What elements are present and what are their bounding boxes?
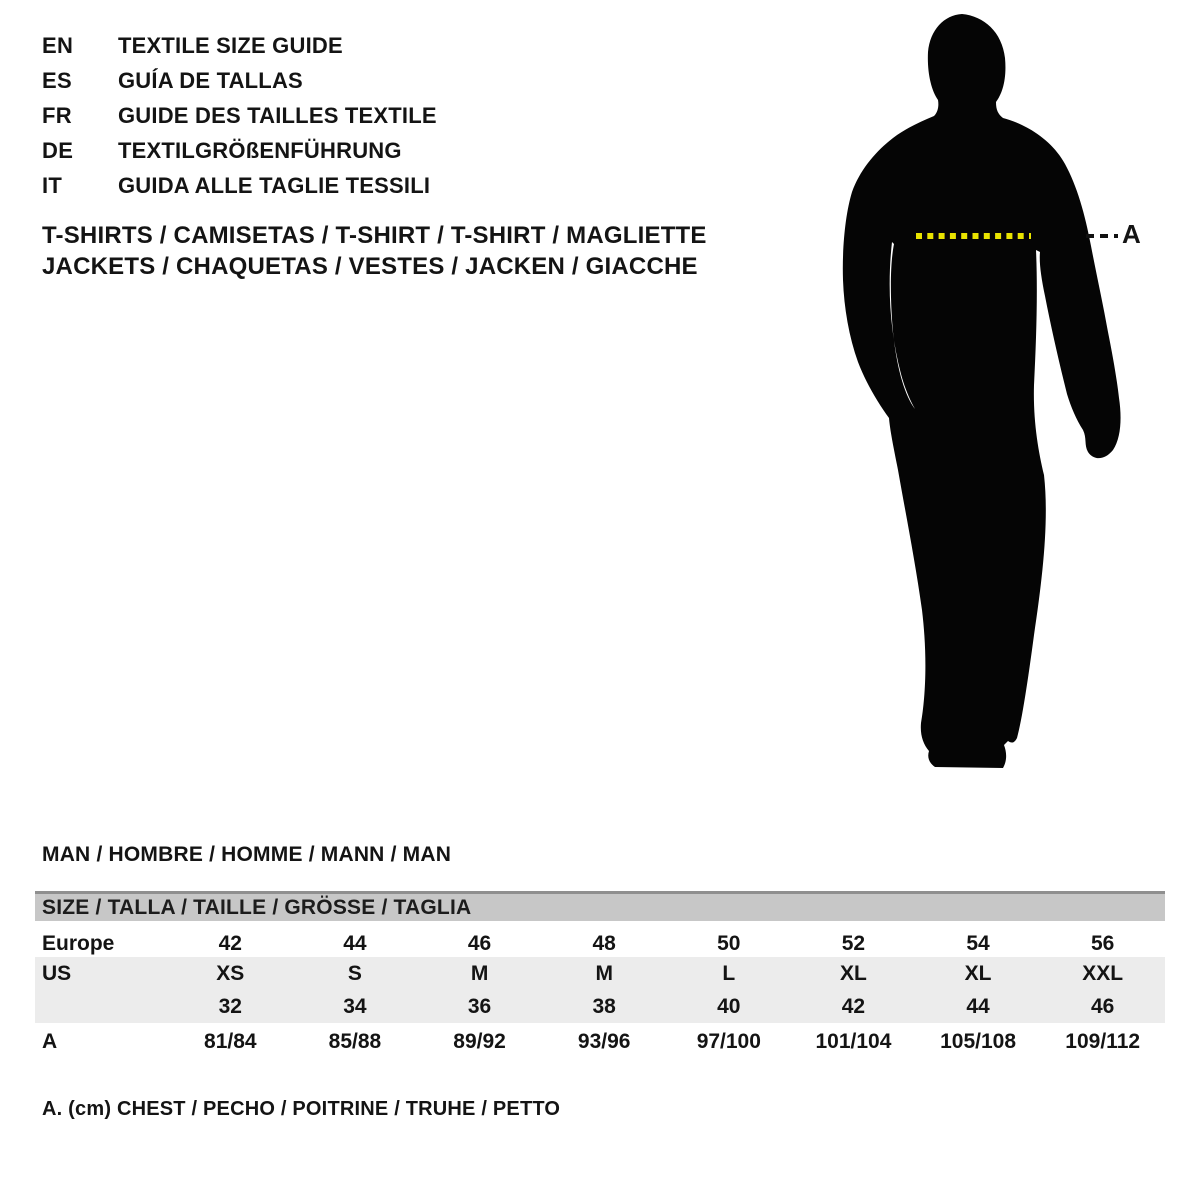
table-cell: XXL bbox=[1082, 961, 1124, 985]
category-line-jackets: JACKETS / CHAQUETAS / VESTES / JACKEN / GIACCHE bbox=[42, 253, 698, 280]
table-cell: 56 bbox=[1091, 931, 1115, 955]
table-cell: 32 bbox=[218, 994, 242, 1018]
table-cell: 109/112 bbox=[1065, 1030, 1141, 1053]
table-cell: 50 bbox=[717, 931, 741, 955]
row-label: Europe bbox=[42, 931, 115, 955]
section-heading-man: MAN / HOMBRE / HOMME / MANN / MAN bbox=[42, 843, 452, 866]
table-cell: 97/100 bbox=[696, 1030, 761, 1053]
table-cell: 93/96 bbox=[577, 1030, 631, 1053]
table-row-chest-a bbox=[35, 1023, 1165, 1061]
lang-row-it bbox=[42, 168, 437, 203]
lang-label: TEXTILGRÖßENFÜHRUNG bbox=[118, 137, 402, 163]
table-cell: 85/88 bbox=[328, 1030, 382, 1053]
table-cell: 46 bbox=[1091, 994, 1115, 1018]
row-label: US bbox=[42, 961, 72, 985]
lang-code: ES bbox=[42, 67, 72, 93]
lang-label: TEXTILE SIZE GUIDE bbox=[118, 32, 343, 58]
measurement-footnote: A. (cm) CHEST / PECHO / POITRINE / TRUHE / PETTO bbox=[42, 1098, 561, 1120]
lang-row-en bbox=[42, 28, 437, 63]
category-line-tshirts: T-SHIRTS / CAMISETAS / T-SHIRT / T-SHIRT / MAGLIETTE bbox=[42, 222, 707, 249]
table-cell: S bbox=[347, 961, 362, 985]
table-cell: 42 bbox=[841, 994, 866, 1018]
table-cell: 38 bbox=[592, 994, 616, 1018]
lang-code: FR bbox=[42, 102, 72, 128]
man-figure bbox=[820, 0, 1150, 800]
table-cell: XS bbox=[216, 961, 245, 985]
size-table-header: SIZE / TALLA / TAILLE / GRÖSSE / TAGLIA bbox=[35, 891, 1165, 921]
lang-label: GUIDE DES TAILLES TEXTILE bbox=[118, 102, 437, 128]
table-cell: 44 bbox=[343, 931, 367, 955]
table-cell: 44 bbox=[966, 994, 990, 1018]
man-silhouette-body bbox=[843, 14, 1121, 768]
language-list bbox=[42, 28, 437, 203]
table-row-europe bbox=[35, 930, 1165, 957]
table-cell: 81/84 bbox=[204, 1030, 257, 1053]
table-cell: M bbox=[470, 961, 489, 985]
lang-label: GUIDA ALLE TAGLIE TESSILI bbox=[118, 172, 431, 198]
table-cell: 48 bbox=[592, 931, 616, 955]
table-cell: 34 bbox=[343, 994, 367, 1018]
table-cell: 105/108 bbox=[940, 1030, 1017, 1053]
table-cell: 54 bbox=[966, 931, 990, 955]
lang-label: GUÍA DE TALLAS bbox=[118, 67, 303, 93]
table-cell: 46 bbox=[467, 931, 492, 955]
man-silhouette-graphic bbox=[820, 0, 1150, 800]
table-cell: 101/104 bbox=[815, 1030, 892, 1053]
size-table-rows bbox=[35, 930, 1165, 1061]
table-cell: L bbox=[722, 961, 736, 985]
table-cell: 36 bbox=[467, 994, 492, 1018]
lang-code: IT bbox=[42, 172, 63, 198]
table-row-numeric bbox=[35, 990, 1165, 1023]
table-cell: 40 bbox=[717, 994, 741, 1018]
lang-row-fr bbox=[42, 98, 437, 133]
table-cell: 89/92 bbox=[453, 1030, 506, 1053]
table-row-us bbox=[35, 957, 1165, 990]
row-label: A bbox=[42, 1030, 58, 1053]
table-cell: 42 bbox=[218, 931, 242, 955]
measure-label-a: A bbox=[1122, 219, 1141, 249]
lang-row-de bbox=[42, 133, 437, 168]
lang-row-es bbox=[42, 63, 437, 98]
category-lines bbox=[42, 220, 707, 282]
lang-code: EN bbox=[42, 32, 74, 58]
table-cell: M bbox=[595, 961, 613, 985]
lang-code: DE bbox=[42, 137, 74, 163]
table-cell: 52 bbox=[841, 931, 866, 955]
size-table bbox=[35, 891, 1165, 1061]
table-cell: XL bbox=[964, 961, 992, 985]
table-cell: XL bbox=[840, 961, 867, 985]
